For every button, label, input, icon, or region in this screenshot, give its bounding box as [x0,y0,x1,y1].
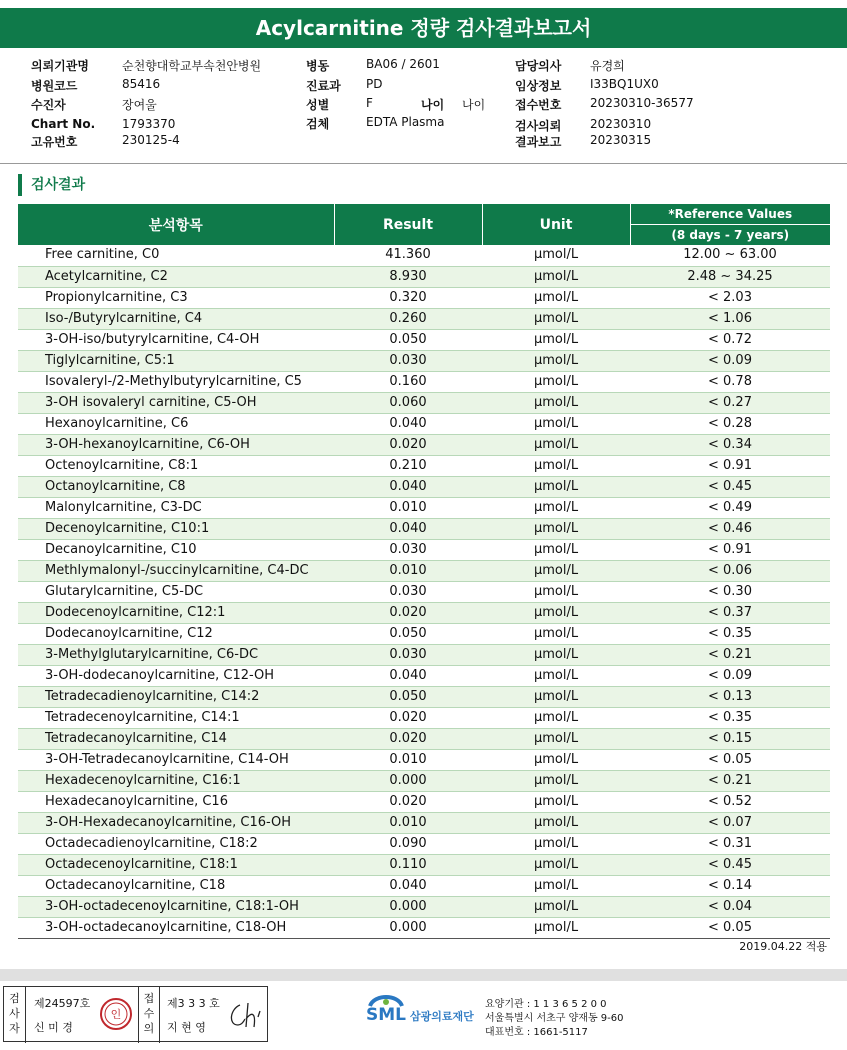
header-divider [0,163,847,164]
unit-value: μmol/L [482,707,630,728]
unit-value: μmol/L [482,497,630,518]
institution-label: 의뢰기관명 [31,59,89,73]
unit-value: μmol/L [482,413,630,434]
result-value: 0.000 [334,770,482,791]
analyte-name: Decanoylcarnitine, C10 [18,539,334,560]
table-row [18,497,830,518]
unit-value: μmol/L [482,308,630,329]
doctor-value: 유경희 [590,59,625,73]
table-row [18,875,830,896]
tester-label [4,987,26,1043]
vertical-label-text: 검사자 [9,992,20,1035]
analyte-name: 3-OH-octadecenoylcarnitine, C18:1-OH [18,896,334,917]
analyte-name: Free carnitine, C0 [18,245,334,266]
analyte-name: Tetradecenoylcarnitine, C14:1 [18,707,334,728]
table-row [18,476,830,497]
report-title: Acylcarnitine 정량 검사결과보고서 [0,8,847,48]
sex-value: F [366,96,373,110]
footnote: 2019.04.22 적용 [739,940,827,953]
unit-value: μmol/L [482,287,630,308]
analyte-name: Malonylcarnitine, C3-DC [18,497,334,518]
table-row [18,896,830,917]
table-row [18,728,830,749]
approver-license: 제3 3 3 호 [167,997,220,1010]
table-row [18,308,830,329]
unit-value: μmol/L [482,602,630,623]
result-value: 0.260 [334,308,482,329]
request-date-label: 검사의뢰 [515,119,562,133]
reference-value: < 0.52 [630,791,830,812]
reference-value: < 0.13 [630,686,830,707]
result-value: 0.010 [334,560,482,581]
unit-value: μmol/L [482,623,630,644]
reference-value: < 0.14 [630,875,830,896]
reference-value: < 0.72 [630,329,830,350]
reference-value: < 0.45 [630,854,830,875]
reference-value: < 0.04 [630,896,830,917]
reference-value: < 0.91 [630,455,830,476]
unit-value: μmol/L [482,728,630,749]
reference-value: < 0.15 [630,728,830,749]
dept-value: PD [366,77,383,91]
unit-value: μmol/L [482,644,630,665]
clinical-info-value: I33BQ1UX0 [590,77,659,91]
result-value: 0.050 [334,329,482,350]
table-row [18,749,830,770]
result-value: 0.020 [334,791,482,812]
result-value: 0.060 [334,392,482,413]
analyte-name: Octadecadienoylcarnitine, C18:2 [18,833,334,854]
analyte-name: Propionylcarnitine, C3 [18,287,334,308]
table-row [18,581,830,602]
table-row [18,392,830,413]
dept-label: 진료과 [306,79,341,93]
analyte-name: Dodecanoylcarnitine, C12 [18,623,334,644]
result-value: 0.040 [334,476,482,497]
analyte-name: 3-OH-dodecanoylcarnitine, C12-OH [18,665,334,686]
sex-label: 성별 [306,98,330,112]
table-row [18,518,830,539]
result-value: 0.090 [334,833,482,854]
reference-value: < 0.49 [630,497,830,518]
unit-value: μmol/L [482,812,630,833]
table-row [18,329,830,350]
unit-value: μmol/L [482,896,630,917]
header-reference: *Reference Values [630,204,830,224]
result-value: 0.110 [334,854,482,875]
analyte-name: 3-OH isovaleryl carnitine, C5-OH [18,392,334,413]
approver-signature-icon [226,999,266,1033]
table-row [18,686,830,707]
receipt-no-label: 접수번호 [515,98,562,112]
analyte-name: Isovaleryl-/2-Methylbutyrylcarnitine, C5 [18,371,334,392]
table-row [18,245,830,266]
table-row [18,791,830,812]
sml-logo-text: SML [366,1005,406,1025]
table-row [18,539,830,560]
table-row [18,707,830,728]
table-row [18,560,830,581]
request-date-value: 20230310 [590,117,652,131]
header-item: 분석항목 [18,204,334,245]
reference-value: < 0.21 [630,770,830,791]
analyte-name: Hexadecanoylcarnitine, C16 [18,791,334,812]
table-row [18,665,830,686]
unit-value: μmol/L [482,749,630,770]
analyte-name: Tiglylcarnitine, C5:1 [18,350,334,371]
unit-value: μmol/L [482,266,630,287]
result-value: 0.320 [334,287,482,308]
approver-label [138,987,160,1043]
result-value: 0.030 [334,644,482,665]
vertical-label-text: 접수의 [143,992,155,1035]
doctor-label: 담당의사 [515,59,562,73]
chart-no-label: Chart No. [31,117,96,131]
analyte-name: Octenoylcarnitine, C8:1 [18,455,334,476]
result-value: 0.020 [334,434,482,455]
table-row [18,413,830,434]
result-value: 0.160 [334,371,482,392]
unit-value: μmol/L [482,476,630,497]
table-row [18,854,830,875]
unit-value: μmol/L [482,371,630,392]
care-code: 요양기관 : 1 1 3 6 5 2 0 0 [485,999,607,1010]
analyte-name: Tetradecadienoylcarnitine, C14:2 [18,686,334,707]
result-value: 0.020 [334,728,482,749]
analyte-name: Dodecenoylcarnitine, C12:1 [18,602,334,623]
reference-value: < 0.28 [630,413,830,434]
table-row [18,812,830,833]
reference-value: < 0.07 [630,812,830,833]
result-value: 0.010 [334,497,482,518]
report-date-value: 20230315 [590,133,652,147]
unit-value: μmol/L [482,434,630,455]
unique-no-value: 230125-4 [122,133,180,147]
analyte-name: 3-OH-hexanoylcarnitine, C6-OH [18,434,334,455]
result-value: 0.050 [334,686,482,707]
patient-label: 수진자 [31,98,66,112]
specimen-label: 검체 [306,117,330,131]
unit-value: μmol/L [482,350,630,371]
reference-value: < 2.03 [630,287,830,308]
reference-value: < 0.09 [630,665,830,686]
reference-value: < 0.34 [630,434,830,455]
analyte-name: 3-Methylglutarylcarnitine, C6-DC [18,644,334,665]
clinical-info-label: 임상정보 [515,79,562,93]
result-value: 0.050 [334,623,482,644]
analyte-name: 3-OH-octadecanoylcarnitine, C18-OH [18,917,334,938]
result-value: 0.030 [334,581,482,602]
analyte-name: Octadecanoylcarnitine, C18 [18,875,334,896]
analyte-name: Methlymalonyl-/succinylcarnitine, C4-DC [18,560,334,581]
result-value: 8.930 [334,266,482,287]
tester-seal-text: 인 [110,1008,122,1021]
analyte-name: Hexadecenoylcarnitine, C16:1 [18,770,334,791]
unit-value: μmol/L [482,518,630,539]
table-row [18,434,830,455]
header-unit: Unit [482,204,630,245]
patient-info-block [0,55,847,155]
specimen-value: EDTA Plasma [366,115,445,129]
unit-value: μmol/L [482,539,630,560]
unit-value: μmol/L [482,245,630,266]
unit-value: μmol/L [482,455,630,476]
analyte-name: Decenoylcarnitine, C10:1 [18,518,334,539]
table-row [18,266,830,287]
analyte-name: Acetylcarnitine, C2 [18,266,334,287]
reference-value: < 0.31 [630,833,830,854]
approver-name: 지 현 영 [167,1021,206,1034]
result-value: 0.040 [334,665,482,686]
reference-value: < 0.30 [630,581,830,602]
table-row [18,770,830,791]
reference-value: < 0.46 [630,518,830,539]
unit-value: μmol/L [482,665,630,686]
unit-value: μmol/L [482,560,630,581]
unit-value: μmol/L [482,392,630,413]
table-row [18,287,830,308]
reference-value: < 0.06 [630,560,830,581]
reference-value: < 0.35 [630,623,830,644]
unit-value: μmol/L [482,581,630,602]
table-row [18,371,830,392]
age-label: 나이 [421,98,445,112]
result-value: 0.000 [334,896,482,917]
result-value: 0.040 [334,518,482,539]
result-value: 0.010 [334,812,482,833]
reference-value: < 0.21 [630,644,830,665]
tester-seal-icon [99,997,133,1031]
reference-value: 12.00 ~ 63.00 [630,245,830,266]
chart-no-value: 1793370 [122,117,176,131]
table-row [18,602,830,623]
corp-name: 삼광의료재단 [410,1010,474,1023]
reference-value: < 0.91 [630,539,830,560]
unit-value: μmol/L [482,770,630,791]
reference-value: 2.48 ~ 34.25 [630,266,830,287]
table-row [18,350,830,371]
reference-value: < 1.06 [630,308,830,329]
reference-value: < 0.05 [630,749,830,770]
tester-license: 제24597호 [34,997,91,1010]
address: 서울특별시 서초구 양재동 9-60 [485,1013,624,1024]
result-value: 0.030 [334,350,482,371]
signature-box [3,986,268,1042]
reference-value: < 0.37 [630,602,830,623]
result-value: 0.020 [334,602,482,623]
analyte-name: Iso-/Butyrylcarnitine, C4 [18,308,334,329]
header-result: Result [334,204,482,245]
unit-value: μmol/L [482,329,630,350]
unique-no-label: 고유번호 [31,135,78,149]
reference-value: < 0.35 [630,707,830,728]
table-row [18,833,830,854]
result-value: 41.360 [334,245,482,266]
unit-value: μmol/L [482,917,630,938]
hospital-code-value: 85416 [122,77,161,91]
analyte-name: Hexanoylcarnitine, C6 [18,413,334,434]
footer-band [0,969,847,981]
table-row [18,623,830,644]
unit-value: μmol/L [482,686,630,707]
reference-value: < 0.05 [630,917,830,938]
result-value: 0.010 [334,749,482,770]
unit-value: μmol/L [482,791,630,812]
table-row [18,644,830,665]
result-value: 0.210 [334,455,482,476]
analyte-name: 3-OH-Hexadecanoylcarnitine, C16-OH [18,812,334,833]
result-value: 0.000 [334,917,482,938]
age-value: 나이 [462,98,486,112]
analyte-name: 3-OH-Tetradecanoylcarnitine, C14-OH [18,749,334,770]
result-value: 0.030 [334,539,482,560]
analyte-name: Tetradecanoylcarnitine, C14 [18,728,334,749]
institution-value: 순천향대학교부속천안병원 [122,59,262,73]
analyte-name: Octadecenoylcarnitine, C18:1 [18,854,334,875]
table-row [18,917,830,938]
analyte-name: Glutarylcarnitine, C5-DC [18,581,334,602]
unit-value: μmol/L [482,833,630,854]
analyte-name: Octanoylcarnitine, C8 [18,476,334,497]
unit-value: μmol/L [482,875,630,896]
reference-value: < 0.78 [630,371,830,392]
results-table [18,204,830,939]
tester-name: 신 미 경 [34,1021,73,1034]
receipt-no-value: 20230310-36577 [590,96,694,110]
patient-value: 장여울 [122,98,157,112]
header-reference-range: (8 days - 7 years) [630,224,830,245]
ward-value: BA06 / 2601 [366,57,440,71]
unit-value: μmol/L [482,854,630,875]
result-value: 0.040 [334,413,482,434]
hospital-code-label: 병원코드 [31,79,78,93]
phone: 대표번호 : 1661-5117 [485,1027,588,1038]
ward-label: 병동 [306,59,330,73]
result-value: 0.020 [334,707,482,728]
reference-value: < 0.09 [630,350,830,371]
table-row [18,455,830,476]
reference-value: < 0.45 [630,476,830,497]
section-title: 검사결과 [18,174,85,196]
reference-value: < 0.27 [630,392,830,413]
result-value: 0.040 [334,875,482,896]
results-body [18,245,830,938]
report-date-label: 결과보고 [515,135,562,149]
analyte-name: 3-OH-iso/butyrylcarnitine, C4-OH [18,329,334,350]
